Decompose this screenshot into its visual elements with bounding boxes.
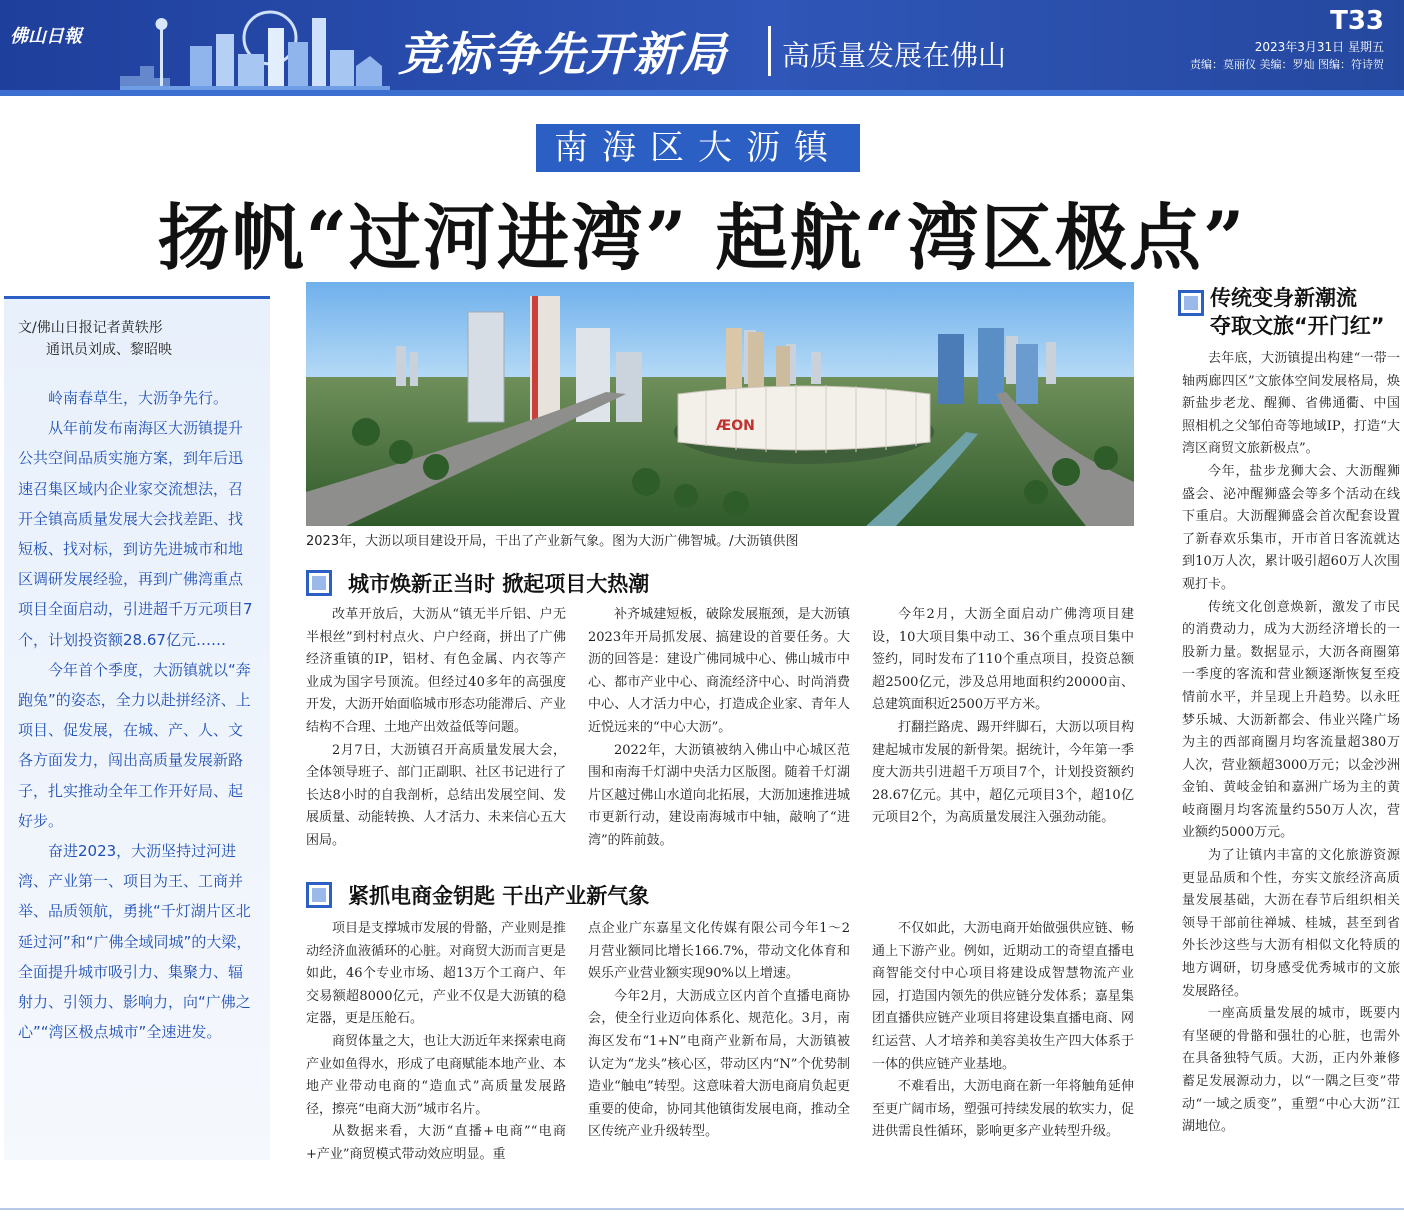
masthead-logo: 佛山日報 <box>10 26 82 47</box>
article-paragraph: 打翻拦路虎、踢开绊脚石，大沥以项目构建起城市发展的新骨架。据统计，今年第一季度大沥共引进超千万项目7个，计划投资额约28.67亿元。其中，超亿元项目3个，超10亿元项目2个，为高质量发展注入强劲动能。 <box>872 719 1134 826</box>
bottom-rule <box>0 1208 1404 1210</box>
banner-divider <box>768 26 771 76</box>
article-paragraph: 不仅如此，大沥电商开始做强供应链、畅通上下游产业。例如，近期动工的奇望直播电商智能交付中心项目将建设成智慧物流产业园，打造国内领先的供应链分发体系；嘉星集团直播供应链产业项目将建设集直播电商、网红运营、人才培养和美容美妆生产四大体系于一体的供应链产业基地。 <box>872 921 1134 1072</box>
section-title: 紧抓电商金钥匙 干出产业新气象 <box>348 884 650 908</box>
section-title-line: 夺取文旅“开门红” <box>1210 314 1385 338</box>
section-marker-icon <box>306 882 332 908</box>
intro-paragraph: 今年首个季度，大沥镇就以“奔跑兔”的姿态，全力以赴拼经济、上项目、促发展，在城、产、人、文各方面发力，闯出高质量发展新路子，扎实推动全年工作开好局、起好步。 <box>18 660 251 830</box>
article-paragraph: 从数据来看，大沥“直播+电商”“电商+产业”商贸模式带动效应明显。重 <box>306 1124 566 1162</box>
article-paragraph: 今年，盐步龙狮大会、大沥醒狮盛会、泌冲醒狮盛会等多个活动在线下重启。大沥醒狮盛会首次配套设置了新春欢乐集市，开市首日客流就达到10万人次，累计吸引超60万人次围观打卡。 <box>1182 463 1400 592</box>
article-paragraph: 2022年，大沥镇被纳入佛山中心城区范围和南海千灯湖中央活力区版图。随着千灯湖片区越过佛山水道向北拓展，大沥加速推进城市更新行动，建设南海城市中轴，敲响了“进湾”的阵前鼓。 <box>588 742 850 848</box>
city-photo <box>306 282 1134 526</box>
article-paragraph: 一座高质量发展的城市，既要内有坚硬的骨骼和强壮的心脏，也需外在具备独特气质。大沥，正内外兼修蓄足发展源动力，以“一隅之巨变”带动“一域之质变”，重塑“中心大沥”江湖地位。 <box>1182 1006 1400 1135</box>
article-column <box>588 604 850 853</box>
article-paragraph: 商贸体量之大，也让大沥近年来探索电商产业如鱼得水，形成了电商赋能本地产业、本地产业带动电商的“造血式”高质量发展路径，擦亮“电商大沥”城市名片。 <box>306 1033 567 1117</box>
section-marker-icon <box>1178 290 1204 316</box>
article-paragraph: 今年2月，大沥全面启动广佛湾项目建设，10大项目集中动工、36个重点项目集中签约，同时发布了110个重点项目，投资总额超2500亿元，涉及总用地面积约20000亩、总建筑面积近2500万平方米。 <box>872 607 1134 713</box>
section-head-city-renewal <box>306 566 786 600</box>
article-column <box>306 918 566 1167</box>
banner-subtitle: 高质量发展在佛山 <box>782 39 1007 72</box>
article-paragraph: 改革开放后，大沥从“镇无半斤铝、户无半根丝”到村村点火、户户经商，拼出了广佛经济重镇的IP，铝材、有色金属、内衣等产业成为国字号顶流。但经过40多年的高强度开发，大沥开始面临城市形态功能滞后、产业结构不合理、土地产出效益低等问题。 <box>306 607 567 735</box>
editor-credits: 责编：莫丽仪 美编：罗灿 图编：符诗贺 <box>1190 58 1384 71</box>
article-paragraph: 不难看出，大沥电商在新一年将触角延伸至更广阔市场，塑强可持续发展的软实力，促进供需良性循环，影响更多产业转型升级。 <box>872 1079 1134 1140</box>
page-number: T33 <box>1330 6 1384 36</box>
intro-panel <box>4 296 270 1160</box>
skyline-illustration <box>120 6 390 92</box>
headline-title: 扬帆“过河进湾” 起航“湾区极点” <box>157 195 1247 280</box>
article-column <box>872 918 1134 1144</box>
article-column <box>306 604 566 853</box>
banner-stripe <box>0 90 1404 96</box>
article-column <box>1182 348 1400 1139</box>
city-aerial-image <box>306 282 1134 526</box>
article-paragraph: 今年2月，大沥成立区内首个直播电商协会，使全行业迈向体系化、规范化。3月，南海区发布“1+N”电商产业新布局，大沥镇被认定为“龙头”核心区，带动区内“N”个优势制造业“触电”转型。这意味着大沥电商肩负起更重要的使命，协同其他镇街发展电商，推动全区传统产业升级转型。 <box>588 988 850 1140</box>
byline <box>18 317 172 361</box>
headline-kicker: 南海区大沥镇 <box>536 124 860 172</box>
section-title: 城市焕新正当时 掀起项目大热潮 <box>348 572 650 596</box>
byline-reporter: 文/佛山日报记者黄轶彤 <box>18 320 163 336</box>
article-column <box>872 604 1134 830</box>
photo-caption: 2023年，大沥以项目建设开局，干出了产业新气象。图为大沥广佛智城。/大沥镇供图 <box>306 534 799 549</box>
section-title <box>1210 284 1400 340</box>
article-paragraph: 传统文化创意焕新，激发了市民的消费动力，成为大沥经济增长的一股新力量。数据显示，大沥各商圈第一季度的客流和营业额逐渐恢复至疫情前水平，并呈现上升趋势。以永旺梦乐城、大沥新都会、伟业兴隆广场为主的西部商圈月均客流量超380万人次，营业额超3000万元；以金沙洲金铂、黄岐金铂和嘉洲广场为主的黄岐商圈月均客流量约550万人次，营业额约5000万元。 <box>1182 599 1400 841</box>
header-banner <box>0 0 1404 96</box>
intro-paragraph: 从年前发布南海区大沥镇提升公共空间品质实施方案，到年后迅速召集区域内企业家交流想法，召开全镇高质量发展大会找差距、找短板、找对标，到访先进城市和地区调研发展经验，再到广佛湾重点项目全面启动，引进超千万元项目7个，计划投资额28.67亿元…… <box>18 419 253 649</box>
intro-text <box>18 383 254 1047</box>
section-title-line: 传统变身新潮流 <box>1210 286 1357 310</box>
article-paragraph: 项目是支撑城市发展的骨骼，产业则是推动经济血液循环的心脏。对商贸大沥而言更是如此，46个专业市场、超13万个工商户、年交易额超8000亿元，产业不仅是大沥镇的稳定器，更是压舱石。 <box>306 921 567 1027</box>
byline-correspondents: 通讯员刘成、黎昭映 <box>46 342 172 358</box>
article-column <box>588 918 850 1144</box>
article-paragraph: 2月7日，大沥镇召开高质量发展大会，全体领导班子、部门正副职、社区书记进行了长达8小时的自我剖析，总结出发展空间、发展质量、动能转换、人才活力、未来信心五大困局。 <box>306 742 567 848</box>
article-paragraph: 为了让镇内丰富的文化旅游资源更显品质和个性，夯实文旅经济高质量发展基础，大沥在春节后组织相关领导干部前往禅城、桂城，甚至到省外长沙这些与大沥有相似文化特质的地方调研，切身感受优秀城市的文旅发展路径。 <box>1182 848 1400 999</box>
article-paragraph: 点企业广东嘉星文化传媒有限公司今年1～2月营业额同比增长166.7%，带动文化体育和娱乐产业营业额实现90%以上增速。 <box>588 921 850 982</box>
article-paragraph: 去年底，大沥镇提出构建“一带一轴两廊四区”文旅体空间发展格局，焕新盐步老龙、醒狮、省佛通衢、中国照相机之父邹伯奇等地域IP，打造“大湾区商贸文旅新极点”。 <box>1182 351 1400 457</box>
intro-paragraph: 岭南春草生，大沥争先行。 <box>48 389 229 407</box>
mall-sign: ÆON <box>716 418 755 434</box>
banner-title: 竞标争先开新局 <box>398 27 727 81</box>
section-head-ecommerce <box>306 878 786 912</box>
section-marker-icon <box>306 570 332 596</box>
issue-date: 2023年3月31日 星期五 <box>1254 40 1384 54</box>
intro-paragraph: 奋进2023，大沥坚持过河进湾、产业第一、项目为王、工商并举、品质领航，勇挑“千灯湖片区北延过河”和“广佛全域同城”的大梁，全面提升城市吸引力、集聚力、辐射力、引领力、影响力，向“广佛之心”“湾区极点城市”全速进发。 <box>18 842 252 1042</box>
article-paragraph: 补齐城建短板，破除发展瓶颈，是大沥镇2023年开局抓发展、搞建设的首要任务。大沥的回答是：建设广佛同城中心、佛山城市中心、都市产业中心、商流经济中心、时尚消费中心、人才活力中心，打造成企业家、青年人近悦远来的“中心大沥”。 <box>588 607 850 735</box>
